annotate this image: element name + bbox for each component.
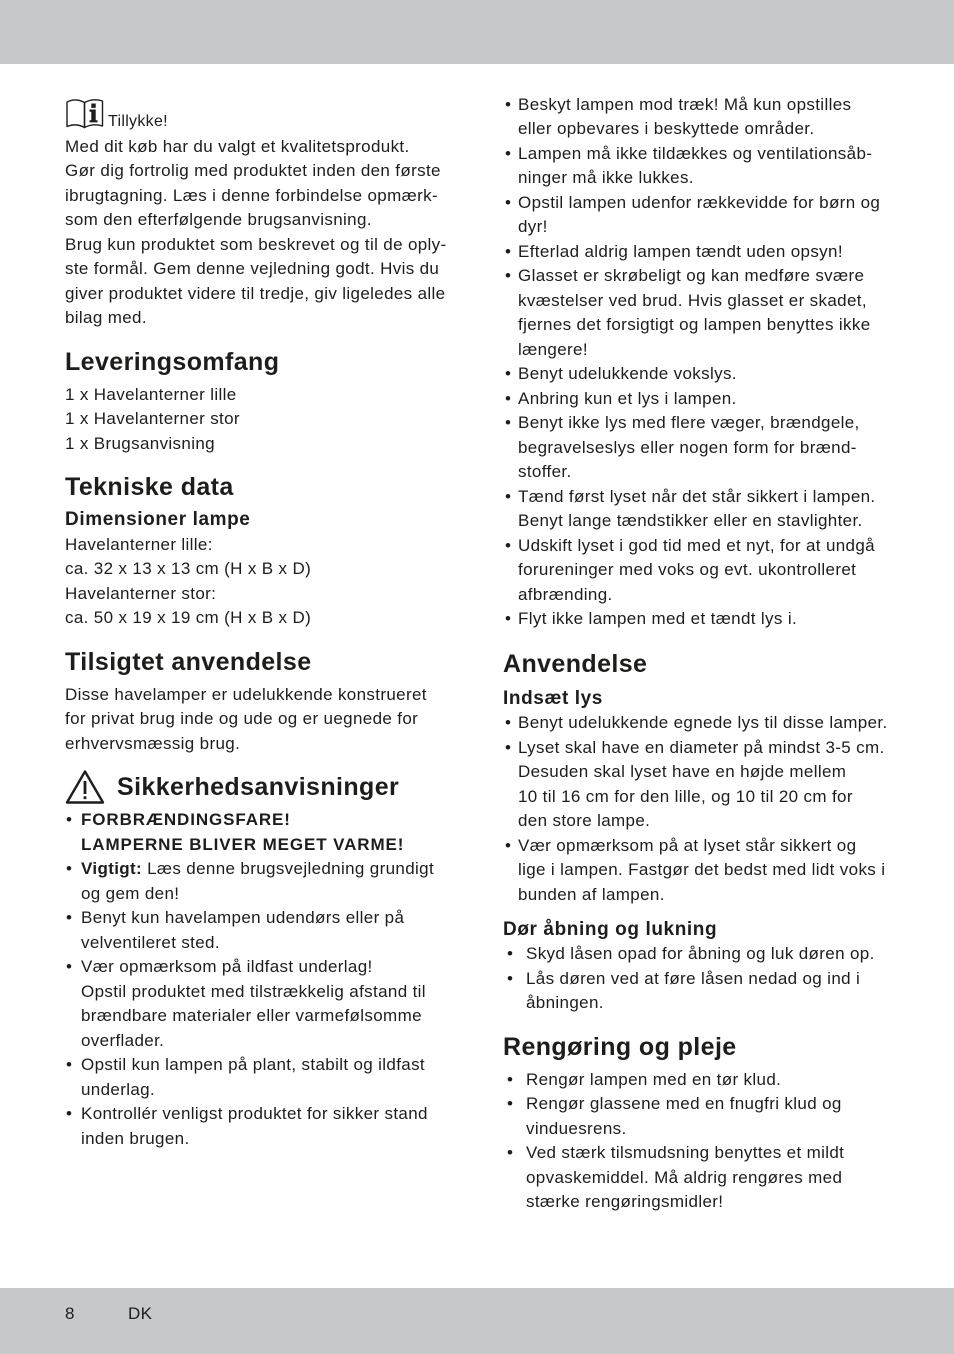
intro-text: Med dit køb har du valgt et kvalitetsprodukt. Gør dig fortrolig med produktet inden den første ibrugtagning. Læs i denne forbindelse opmærk- som den efterfølgende brugsanvisning. Brug kun produktet som beskrevet og til de oply- ste formål. Gem denne vejledning godt. Hvis du giver produktet videre til tredje, giv ligeledes alle bilag med. bbox=[65, 136, 447, 327]
care-heading: Rengøring og pleje bbox=[503, 1032, 737, 1061]
safety-item-text: • Glasset er skrøbeligt og kan medføre svære kvæstelser ved brud. Hvis glasset er skadet, fjernes det forsigtigt og lampen benyttes ikke længere! bbox=[518, 266, 871, 359]
warning-triangle-icon bbox=[65, 769, 105, 805]
safety-item-text: • FORBRÆNDINGSFARE! LAMPERNE BLIVER MEGET VARME! bbox=[81, 810, 405, 854]
page-number: 8 bbox=[65, 1304, 75, 1323]
care-item bbox=[503, 1141, 903, 1215]
care-item-text: • Rengør glassene med en fnugfri klud og vinduesrens. bbox=[526, 1094, 842, 1138]
intended-use-heading: Tilsigtet anvendelse bbox=[65, 647, 312, 676]
safety-item bbox=[65, 1102, 457, 1151]
insert-candle-item bbox=[503, 736, 903, 834]
tech-line: Havelanterner stor: bbox=[65, 583, 217, 603]
tech-subheading: Dimensioner lampe bbox=[65, 509, 251, 530]
care-item-text: • Rengør lampen med en tør klud. bbox=[526, 1069, 782, 1089]
door-list bbox=[503, 942, 903, 1016]
left-column bbox=[65, 110, 457, 1151]
safety-item-text: • Kontrollér venligst produktet for sikker stand inden brugen. bbox=[81, 1104, 428, 1148]
tech-heading: Tekniske data bbox=[65, 473, 234, 501]
safety-item-text: • Anbring kun et lys i lampen. bbox=[518, 388, 737, 408]
care-item bbox=[503, 1068, 903, 1093]
safety-item bbox=[65, 1053, 457, 1102]
safety-item bbox=[503, 607, 903, 632]
safety-item-text: • Benyt ikke lys med flere væger, brændgele, begravelseslys eller nogen form for brænd- stoffer. bbox=[518, 413, 860, 482]
safety-list bbox=[65, 808, 457, 1151]
safety-heading bbox=[65, 772, 457, 802]
safety-item bbox=[65, 955, 457, 1053]
insert-candle-item bbox=[503, 711, 903, 736]
safety-item bbox=[503, 362, 903, 387]
safety-item-text: • Beskyt lampen mod træk! Må kun opstilles eller opbevares i beskyttede områder. bbox=[518, 94, 852, 139]
safety-item bbox=[503, 93, 903, 142]
door-item-text: • Lås døren ved at føre låsen nedad og ind i åbningen. bbox=[526, 968, 861, 1013]
greeting-line bbox=[65, 110, 457, 135]
usage-heading: Anvendelse bbox=[503, 649, 648, 678]
insert-candle-item-text: • Vær opmærksom på at lyset står sikkert og lige i lampen. Fastgør det bedst med lidt voks i bunden af lampen. bbox=[518, 835, 886, 904]
safety-item bbox=[503, 411, 903, 485]
tech-line: Havelanterner lille: bbox=[65, 534, 213, 554]
safety-heading-text: Sikkerhedsanvisninger bbox=[117, 773, 400, 801]
tech-line: ca. 32 x 13 x 13 cm (H x B x D) bbox=[65, 559, 312, 578]
safety-item-text bbox=[81, 857, 457, 906]
care-item bbox=[503, 1092, 903, 1141]
safety-item-text: • Tænd først lyset når det står sikkert i lampen. Benyt lange tændstikker eller en stavlighter. bbox=[518, 486, 876, 531]
scope-item: 1 x Brugsanvisning bbox=[65, 433, 215, 453]
scope-heading: Leveringsomfang bbox=[65, 347, 280, 376]
door-item-text: • Skyd låsen opad for åbning og luk døren op. bbox=[526, 944, 875, 964]
right-column bbox=[503, 93, 903, 1215]
door-subheading: Dør åbning og lukning bbox=[503, 918, 718, 940]
insert-candle-list bbox=[503, 711, 903, 907]
safety-item bbox=[503, 387, 903, 412]
important-text: Læs denne brugsvejledning grundigt og gem den! bbox=[81, 859, 435, 903]
greeting-text: Tillykke! bbox=[108, 113, 168, 130]
safety-item-text: • Opstil lampen udenfor rækkevidde for børn og dyr! bbox=[518, 192, 881, 237]
safety-item-text: • Opstil kun lampen på plant, stabilt og ildfast underlag. bbox=[81, 1055, 426, 1099]
language-code: DK bbox=[128, 1304, 153, 1323]
insert-candle-item-text: • Benyt udelukkende egnede lys til disse lamper. bbox=[518, 713, 888, 733]
important-label: Vigtigt: bbox=[81, 859, 143, 878]
safety-item bbox=[65, 808, 457, 857]
safety-item bbox=[65, 857, 457, 906]
safety-item bbox=[503, 264, 903, 362]
safety-item bbox=[503, 191, 903, 240]
safety-item-text: • Efterlad aldrig lampen tændt uden opsyn! bbox=[518, 241, 843, 261]
care-list bbox=[503, 1068, 903, 1215]
header-band bbox=[0, 0, 954, 64]
scope-item: 1 x Havelanterner lille bbox=[65, 384, 237, 404]
intro-section bbox=[65, 110, 457, 331]
info-book-icon bbox=[65, 96, 105, 129]
insert-candle-item-text: • Lyset skal have en diameter på mindst 3-5 cm. Desuden skal lyset have en højde mellem 10 til 16 cm for den lille, og 10 til 20 cm for den store lampe. bbox=[518, 737, 885, 831]
insert-candle-item bbox=[503, 834, 903, 908]
safety-item-text: • Benyt udelukkende vokslys. bbox=[518, 364, 737, 384]
scope-item: 1 x Havelanterner stor bbox=[65, 409, 240, 428]
safety-item-text: • Flyt ikke lampen med et tændt lys i. bbox=[518, 609, 798, 629]
safety-item bbox=[503, 240, 903, 265]
door-item bbox=[503, 942, 903, 967]
safety-item-text: • Lampen må ikke tildækkes og ventilationsåb- ninger må ikke lukkes. bbox=[518, 143, 873, 188]
safety-list-continued bbox=[503, 93, 903, 632]
footer-band bbox=[0, 1288, 954, 1354]
door-item bbox=[503, 967, 903, 1016]
safety-item bbox=[503, 142, 903, 191]
safety-item bbox=[65, 906, 457, 955]
care-item-text: • Ved stærk tilsmudsning benyttes et mildt opvaskemiddel. Må aldrig rengøres med stærke rengøringsmidler! bbox=[526, 1143, 845, 1212]
safety-item bbox=[503, 534, 903, 608]
intended-use-text: Disse havelamper er udelukkende konstrueret for privat brug inde og ude og er uegnede for erhvervsmæssig brug. bbox=[65, 684, 427, 753]
tech-line: ca. 50 x 19 x 19 cm (H x B x D) bbox=[65, 608, 312, 627]
safety-item-text: • Vær opmærksom på ildfast underlag! Opstil produktet med tilstrækkelig afstand til brændbare materialer eller varmefølsomme overflader. bbox=[81, 957, 426, 1050]
safety-item-text: • Benyt kun havelampen udendørs eller på velventileret sted. bbox=[81, 908, 405, 952]
safety-item bbox=[503, 485, 903, 534]
insert-candle-subheading: Indsæt lys bbox=[503, 687, 603, 709]
safety-item-text: • Udskift lyset i god tid med et nyt, for at undgå forureninger med voks og evt. ukontrolleret afbrænding. bbox=[518, 535, 875, 604]
